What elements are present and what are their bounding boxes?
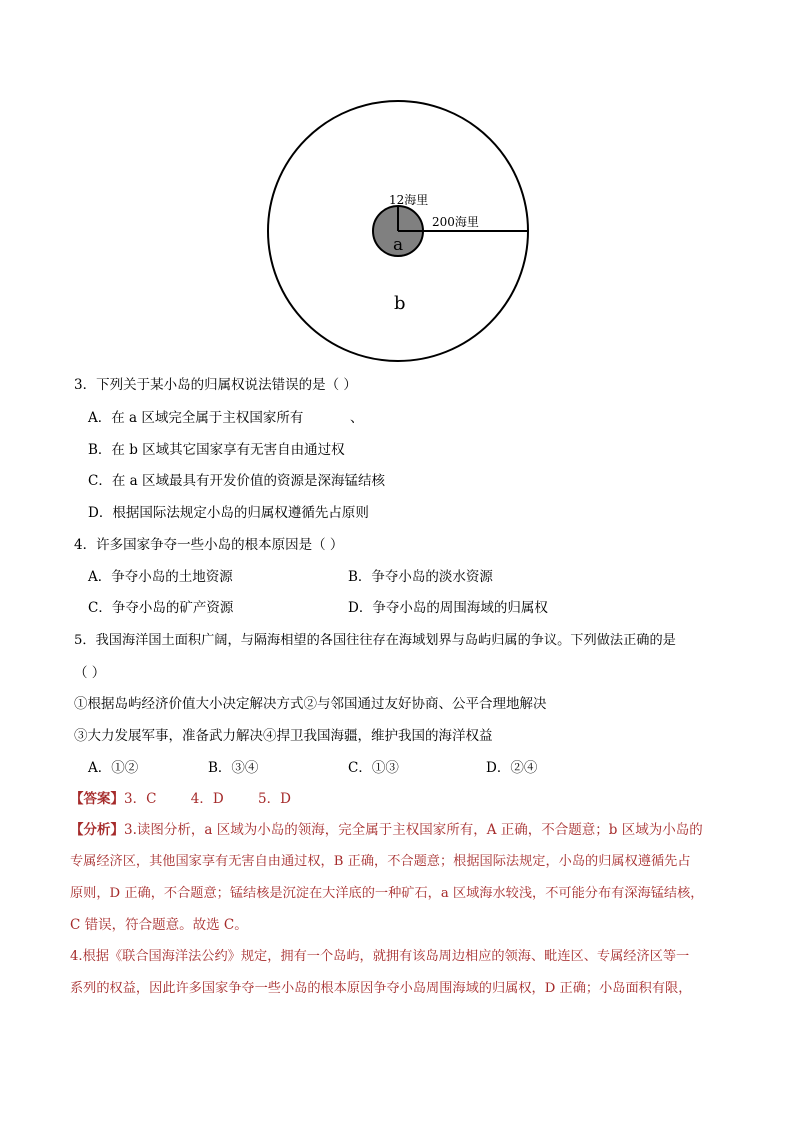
region-a-label: a <box>393 235 404 255</box>
q4-option-c: C．争夺小岛的矿产资源 <box>88 600 234 616</box>
q4-option-b: B．争夺小岛的淡水资源 <box>348 569 493 585</box>
q4-option-a: A．争夺小岛的土地资源 <box>88 569 233 585</box>
analysis-line-4: C 错误，符合题意。故选 C。 <box>70 917 248 933</box>
q5-items-line2: ③大力发展军事，准备武力解决④捍卫我国海疆，维护我国的海洋权益 <box>74 728 493 744</box>
analysis-line-3: 原则，D 正确，不合题意；锰结核是沉淀在大洋底的一种矿石，a 区域海水较浅，不可能分布有深海锰结核， <box>70 886 704 901</box>
q4-stem: 4．许多国家争夺一些小岛的根本原因是（ ） <box>74 537 344 553</box>
q3-stray-mark: 、 <box>350 410 364 426</box>
inner-distance-label: 12海里 <box>389 193 429 207</box>
analysis-label: 【分析】 <box>70 822 124 838</box>
q5-stem-line2: （ ） <box>74 665 106 681</box>
q5-stem-line1: 5．我国海洋国土面积广阔，与隔海相望的各国往往存在海域划界与岛屿归属的争议。下列做法正确的是 <box>74 633 676 648</box>
q3-option-b: B．在 b 区域其它国家享有无害自由通过权 <box>88 442 345 458</box>
answer-line <box>70 790 291 808</box>
answer-text: 3．C 4．D 5．D <box>124 791 291 807</box>
q5-option-a: A．①② <box>88 760 139 776</box>
q3-stem: 3．下列关于某小岛的归属权说法错误的是（ ） <box>74 377 357 393</box>
analysis-line-1 <box>70 821 703 839</box>
maritime-zones-diagram <box>265 100 530 362</box>
q5-items-line1: ①根据岛屿经济价值大小决定解决方式②与邻国通过友好协商、公平合理地解决 <box>74 696 547 712</box>
q5-option-c: C．①③ <box>348 760 399 776</box>
q3-option-d: D．根据国际法规定小岛的归属权遵循先占原则 <box>88 505 369 521</box>
q3-option-c: C．在 a 区域最具有开发价值的资源是深海锰结核 <box>88 473 385 489</box>
q5-option-d: D．②④ <box>486 760 538 776</box>
analysis-line-5: 4.根据《联合国海洋法公约》规定，拥有一个岛屿，就拥有该岛周边相应的领海、毗连区、专属经济区等一 <box>70 949 690 964</box>
analysis-text-1: 3.读图分析，a 区域为小岛的领海，完全属于主权国家所有，A 正确，不合题意；b 区域为小岛的 <box>124 822 703 838</box>
analysis-line-2: 专属经济区，其他国家享有无害自由通过权，B 正确，不合题意；根据国际法规定，小岛的归属权遵循先占 <box>70 854 691 869</box>
answer-label: 【答案】 <box>70 791 124 807</box>
outer-distance-label: 200海里 <box>432 215 479 229</box>
q5-option-b: B．③④ <box>208 760 259 776</box>
region-b-label: b <box>394 293 406 314</box>
q4-option-d: D．争夺小岛的周围海域的归属权 <box>348 600 548 616</box>
analysis-line-6: 系列的权益，因此许多国家争夺一些小岛的根本原因争夺小岛周围海域的归属权，D 正确；小岛面积有限， <box>70 981 692 996</box>
q3-option-a: A．在 a 区域完全属于主权国家所有 <box>88 410 304 426</box>
